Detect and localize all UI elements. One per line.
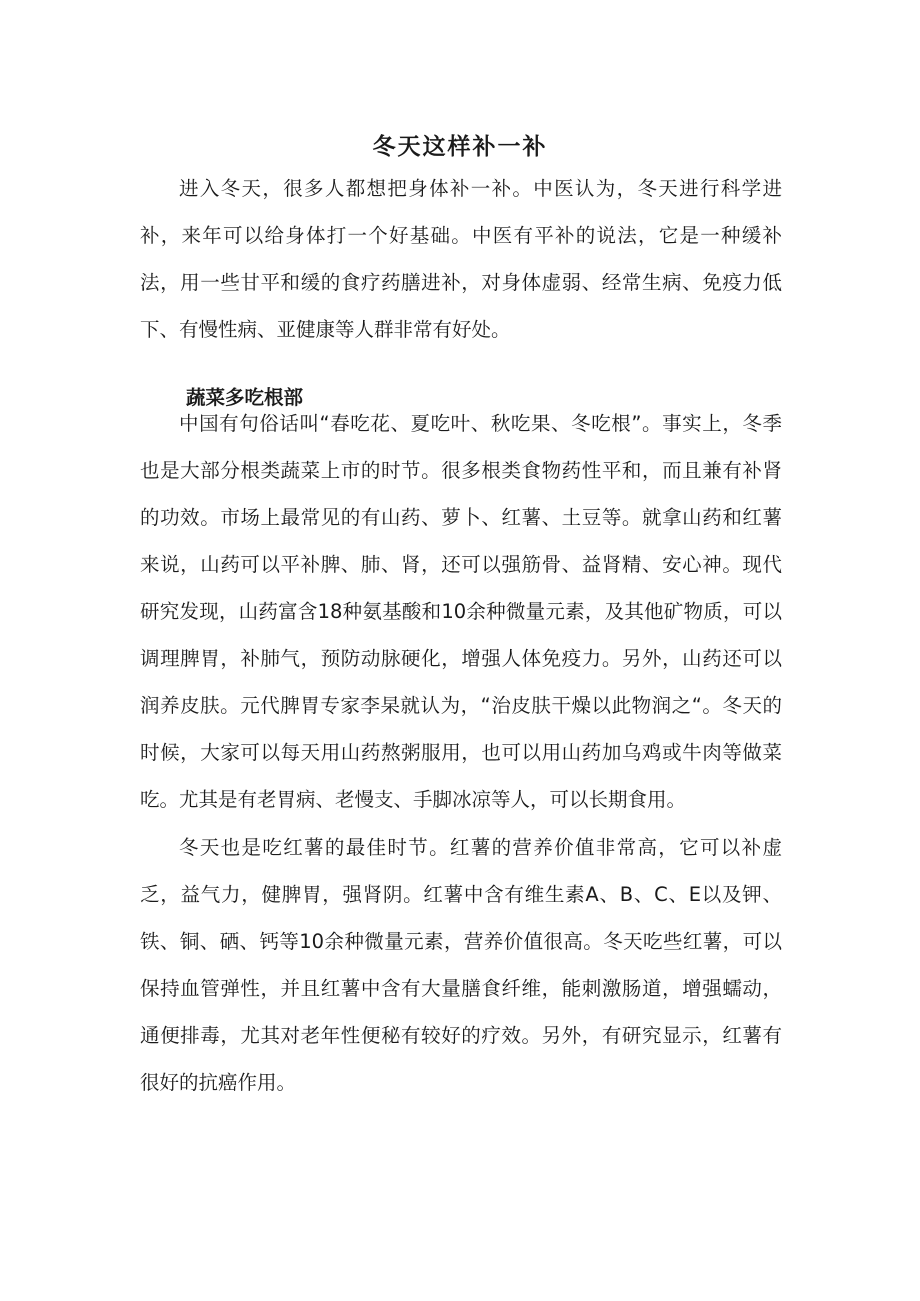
section-heading: 蔬菜多吃根部 bbox=[186, 386, 304, 410]
intro-paragraph: 进入冬天，很多人都想把身体补一补。中医认为，冬天进行科学进补，来年可以给身体打一个好基础。中医有平补的说法，它是一种缓补法，用一些甘平和缓的食疗药膳进补，对身体虚弱、经常生病、免疫力低下、有慢性病、亚健康等人群非常有好处。 bbox=[140, 177, 782, 341]
root-vegetables-paragraph: 中国有句俗话叫“春吃花、夏吃叶、秋吃果、冬吃根”。事实上，冬季也是大部分根类蔬菜上市的时节。很多根类食物药性平和，而且兼有补肾的功效。市场上最常见的有山药、萝卜、红薯、土豆等。就拿山药和红薯来说，山药可以平补脾、肺、肾，还可以强筋骨、益肾精、安心神。现代研究发现，山药富含18种氨基酸和10余种微量元素，及其他矿物质，可以调理脾胃，补肺气，预防动脉硬化，增强人体免疫力。另外，山药还可以润养皮肤。元代脾胃专家李杲就认为，“治皮肤干燥以此物润之“。冬天的时候，大家可以每天用山药熬粥服用，也可以用山药加乌鸡或牛肉等做菜吃。尤其是有老胃病、老慢支、手脚冰凉等人，可以长期食用。 bbox=[140, 412, 782, 811]
document-title: 冬天这样补一补 bbox=[372, 134, 548, 161]
sweet-potato-paragraph: 冬天也是吃红薯的最佳时节。红薯的营养价值非常高，它可以补虚乏，益气力，健脾胃，强肾阴。红薯中含有维生素A、B、C、E以及钾、铁、铜、硒、钙等10余种微量元素，营养价值很高。冬天吃些红薯，可以保持血管弹性，并且红薯中含有大量膳食纤维，能刺激肠道，增强蠕动，通便排毒，尤其对老年性便秘有较好的疗效。另外，有研究显示，红薯有很好的抗癌作用。 bbox=[140, 836, 782, 1094]
